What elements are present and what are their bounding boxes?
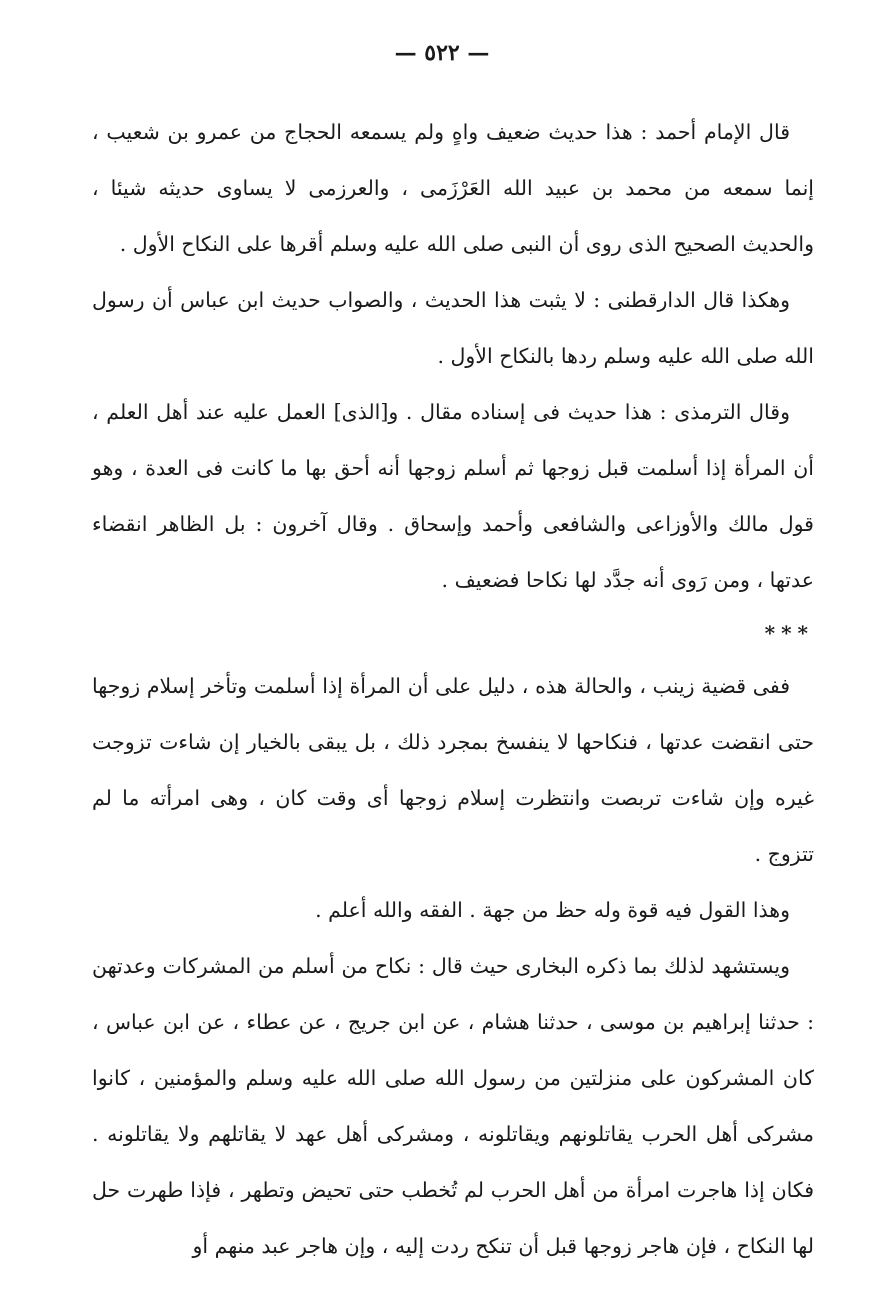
page-number: — ٥٢٢ — [394,40,490,66]
section-separator: *** [764,621,814,645]
paragraph-tirmidhi-quote: وقال الترمذى : هذا حديث فى إسناده مقال . و[الذى] العمل عليه عند أهل العلم ، أن المرأة إذا أسلمت قبل زوجها ثم أسلم زوجها أنه أحق بها ما كانت فى العدة ، وهو قول مالك والأوزاعى والشافعى وأحمد وإسحاق . وقال آخرون : بل الظاهر انقضاء عدتها ، ومن رَوى أنه جدَّد لها نكاحا فضعيف . [92,400,814,592]
paragraph-bukhari-evidence: ويستشهد لذلك بما ذكره البخارى حيث قال : نكاح من أسلم من المشركات وعدتهن : حدثنا إبراهيم بن موسى ، حدثنا هشام ، عن ابن جريج ، عن عطاء ، عن ابن عباس ، كان المشركون على منزلتين من رسول الله صلى الله عليه وسلم والمؤمنين ، كانوا مشركى أهل الحرب يقاتلونهم ويقاتلونه ، ومشركى أهل عهد لا يقاتلهم ولا يقاتلونه . فكان إذا هاجرت امرأة من أهل الحرب لم تُخطب حتى تحيض وتطهر ، فإذا طهرت حل لها النكاح ، فإن هاجر زوجها قبل أن تنكح ردت إليه ، وإن هاجر عبد منهم أو [92,954,814,1258]
paragraph-zaynab-case: ففى قضية زينب ، والحالة هذه ، دليل على أن المرأة إذا أسلمت وتأخر إسلام زوجها حتى انقضت عدتها ، فنكاحها لا ينفسخ بمجرد ذلك ، بل يبقى بالخيار إن شاءت تزوجت غيره وإن شاءت تربصت وانتظرت إسلام زوجها أى وقت كان ، وهى امرأته ما لم تتزوج . [92,674,814,866]
paragraph-daraqutni-quote: وهكذا قال الدارقطنى : لا يثبت هذا الحديث ، والصواب حديث ابن عباس أن رسول الله صلى الله عليه وسلم ردها بالنكاح الأول . [92,288,814,368]
paragraph-ahmad-quote: قال الإمام أحمد : هذا حديث ضعيف واهٍ ولم يسمعه الحجاج من عمرو بن شعيب ، إنما سمعه من محمد بن عبيد الله العَرْزَمى ، والعرزمى لا يساوى حديثه شيئا ، والحديث الصحيح الذى روى أن النبى صلى الله عليه وسلم أقرها على النكاح الأول . [92,120,814,256]
body-text [92,104,814,1274]
paragraph-opinion: وهذا القول فيه قوة وله حظ من جهة . الفقه والله أعلم . [315,898,790,922]
